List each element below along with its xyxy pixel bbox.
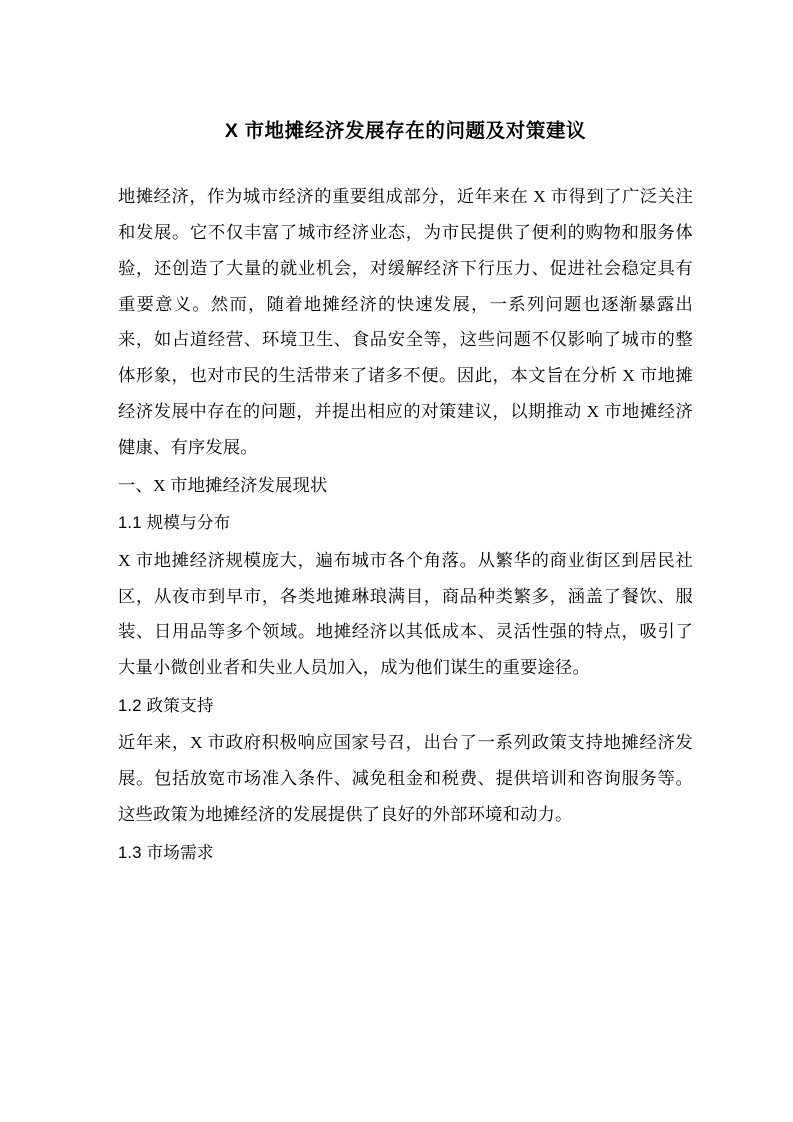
paragraph-policy-support: 近年来，X 市政府积极响应国家号召，出台了一系列政策支持地摊经济发展。包括放宽市场准入条件、减免租金和税费、提供培训和咨询服务等。这些政策为地摊经济的发展提供了良好的外部环境和动力。 [118,733,693,824]
subsection-heading-1-3: 1.3 市场需求 [118,842,214,862]
subsection-heading-1-1: 1.1 规模与分布 [118,513,231,533]
section-heading-1: 一、X 市地摊经济发展现状 [118,475,328,495]
page-title: X 市地摊经济发展存在的问题及对策建议 [224,120,587,142]
subsection-heading-1-2: 1.2 政策支持 [118,696,214,715]
intro-paragraph: 地摊经济，作为城市经济的重要组成部分，近年来在 X 市得到了广泛关注和发展。它不仅丰富了城市经济业态，为市民提供了便利的购物和服务体验，还创造了大量的就业机会，对缓解经济下行压力、促进社会稳定具有重要意义。然而，随着地摊经济的快速发展，一系列问题也逐渐暴露出来，如占道经营、环境卫生、食品安全等，这些问题不仅影响了城市的整体形象，也对市民的生活带来了诸多不便。因此，本文旨在分析 X 市地摊经济发展中存在的问题，并提出相应的对策建议，以期推动 X 市地摊经济健康、有序发展。 [118,187,693,457]
paragraph-scale-distribution: X 市地摊经济规模庞大，遍布城市各个角落。从繁华的商业街区到居民社区，从夜市到早市，各类地摊琳琅满目，商品种类繁多，涵盖了餐饮、服装、日用品等多个领域。地摊经济以其低成本、灵活性强的特点，吸引了大量小微创业者和失业人员加入，成为他们谋生的重要途径。 [118,550,693,678]
